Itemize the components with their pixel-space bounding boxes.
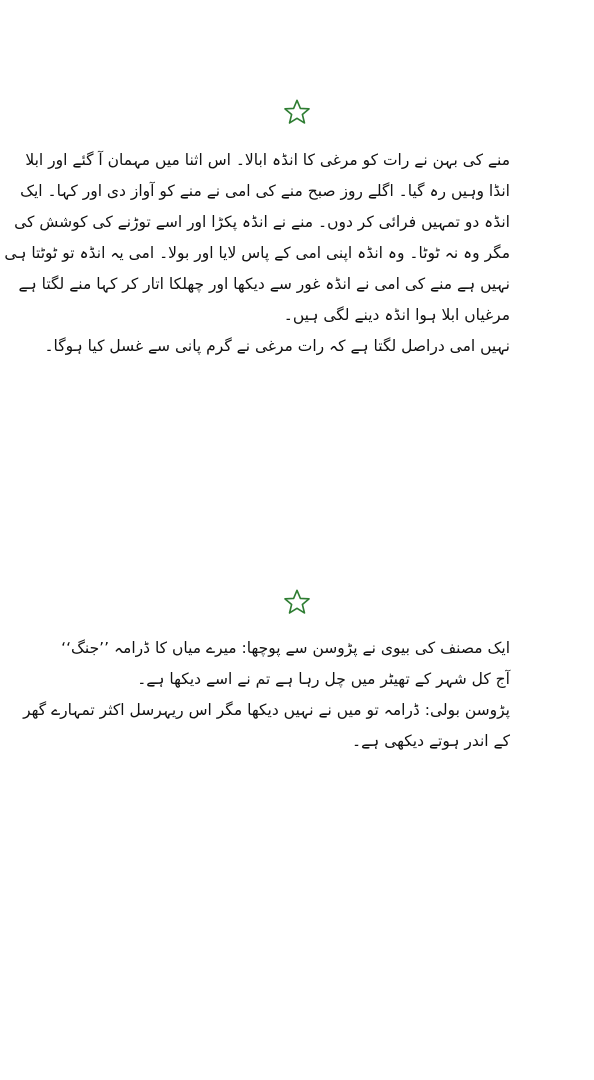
star-outline-icon-svg (283, 98, 311, 126)
text-line: منے کی بہن نے رات کو مرغی کا انڈہ ابالا۔ اس اثنا میں مہمان آ گئے اور ابلا (25, 151, 510, 169)
text-line: مگر وہ نہ ٹوٹا۔ وہ انڈہ اپنی امی کے پاس لایا اور بولا۔ امی یہ انڈہ تو ٹوٹتا ہی (4, 244, 510, 262)
text-line: انڈہ دو تمہیں فرائی کر دوں۔ منے نے انڈہ پکڑا اور اسے توڑنے کی کوشش کی (14, 213, 510, 231)
text-line: آج کل شہر کے تھیٹر میں چل رہا ہے تم نے اسے دیکھا ہے۔ (137, 670, 510, 688)
star-outline-icon (283, 588, 311, 616)
star-outline-icon (283, 98, 311, 126)
text-line: مرغیاں ابلا ہوا انڈہ دینے لگی ہیں۔ (283, 306, 510, 324)
text-line: انڈا وہیں رہ گیا۔ اگلے روز صبح منے کی امی نے منے کو آواز دی اور کہا۔ ایک (20, 182, 510, 200)
text-line: نہیں امی دراصل لگتا ہے کہ رات مرغی نے گرم پانی سے غسل کیا ہوگا۔ (44, 337, 510, 355)
text-line: ایک مصنف کی بیوی نے پڑوسن سے پوچھا: میرے میاں کا ڈرامہ ’’جنگ‘‘ (61, 639, 510, 657)
text-line: نہیں ہے منے کی امی نے انڈہ غور سے دیکھا اور چھلکا اتار کر کہا منے لگتا ہے (18, 275, 510, 293)
joke-section-1 (4, 150, 510, 367)
text-line: پڑوسن بولی: ڈرامہ تو میں نے نہیں دیکھا مگر اس ریہرسل اکثر تمہارے گھر (23, 701, 510, 719)
joke-section-2 (23, 638, 510, 762)
text-line: کے اندر ہوتے دیکھی ہے۔ (352, 732, 510, 750)
star-outline-icon-svg (283, 588, 311, 616)
